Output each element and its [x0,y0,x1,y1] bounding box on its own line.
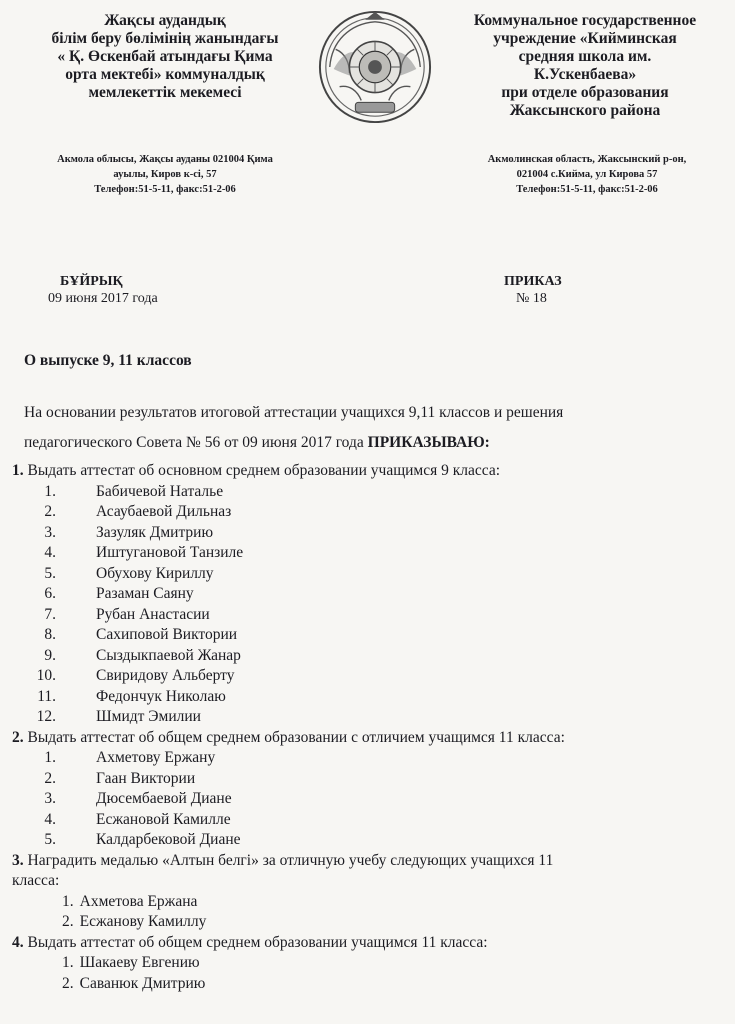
list-item [12,625,727,646]
list-item-name: Сыздыкпаевой Жанар [96,646,241,664]
intro-paragraph [24,398,724,458]
list-item-name: Дюсембаевой Диане [96,790,232,807]
order-russian-block [504,273,562,307]
list-item-number: 2. [62,974,74,992]
list-item-name: Шмидт Эмилии [96,708,201,725]
header-right-line: Жаксынского района [509,102,661,119]
list-item-number: 5. [44,831,56,848]
list-item-number: 5. [44,564,56,582]
address-line: 021004 с.Кийма, ул Кирова 57 [516,169,658,180]
intro-line-1: На основании результатов итоговой аттестации учащихся 9,11 классов и решения [24,404,564,421]
order-keyword: ПРИКАЗЫВАЮ: [367,434,490,451]
list-item-number: 8. [44,626,56,643]
section-3-heading-continuation: класса: [12,872,60,889]
list-item-name: Ахметову Ержану [96,749,216,766]
section-text: Наградить медалью «Алтын белгі» за отличную учебу следующих учащихся 11 [23,851,554,869]
list-item-name: Саванюк Дмитрию [79,974,206,992]
list-item-number: 3. [44,790,56,807]
list-item-number: 1. [44,482,56,500]
section-number: 2. [12,728,24,746]
list-item [12,769,727,790]
list-item-name: Ахметова Ержана [79,892,198,910]
order-date: 09 июня 2017 года [48,291,158,306]
list-item [12,543,727,564]
list-item-number: 9. [44,646,56,664]
header-right-line: при отделе образования [501,84,669,101]
section-text: Выдать аттестат об основном среднем образовании учащимся 9 класса: [23,462,501,479]
list-item [12,974,727,995]
list-item-number: 6. [44,585,56,602]
list-item-number: 7. [44,605,56,623]
list-item [12,912,727,933]
section-text: Выдать аттестат об общем среднем образовании учащимся 11 класса: [23,933,488,951]
section-4-heading [12,933,727,954]
list-item-name: Свиридову Альберту [96,667,235,684]
address-line: ауылы, Киров к-сі, 57 [113,169,217,180]
header-right-russian [440,12,730,120]
order-subject: О выпуске 9, 11 классов [24,352,192,369]
section-1-heading [12,461,727,482]
list-item [12,605,727,626]
list-item-name: Разаман Саяну [96,585,194,602]
section-number: 4. [12,933,24,951]
header-left-line: орта мектебі» коммуналдық [65,66,265,83]
list-item-number: 3. [44,523,56,541]
list-item-name: Обухову Кириллу [96,564,214,582]
list-item-number: 11. [37,687,56,705]
list-item-number: 1. [62,954,74,971]
list-item-name: Асаубаевой Дильназ [96,503,232,520]
list-item [12,810,727,831]
order-kazakh-block [48,273,158,307]
order-title-kazakh: БҰЙРЫҚ [60,274,123,289]
address-right [442,152,732,197]
header-right-line: К.Ускенбаева» [533,66,637,83]
list-item [12,892,727,913]
address-left [20,152,310,197]
list-item [12,789,727,810]
list-item-name: Рубан Анастасии [96,605,210,623]
list-item [12,523,727,544]
list-item-number: 4. [44,810,56,828]
header-left-kazakh [20,12,310,102]
header-left-line: Жақсы аудандық [104,12,226,29]
list-item-number: 12. [36,708,56,725]
list-item-name: Есжанову Камиллу [79,913,207,930]
list-item-name: Сахиповой Виктории [96,626,238,643]
address-line: Акмолинская область, Жаксынский р-он, [487,154,687,165]
header-right-line: средняя школа им. [518,48,652,65]
list-item-name: Федончук Николаю [96,687,226,705]
header-right-line: Коммунальное государственное [473,12,697,29]
section-text: Выдать аттестат об общем среднем образовании с отличием учащимся 11 класса: [23,728,565,746]
list-item [12,502,727,523]
list-item-number: 2. [62,913,74,930]
section-3-heading [12,851,727,872]
list-item-name: Есжановой Камилле [96,810,231,828]
section-number: 3. [12,851,24,869]
list-item [12,953,727,974]
header-left-line: мемлекеттік мекемесі [88,84,242,101]
list-item [12,584,727,605]
address-line: Телефон:51-5-11, факс:51-2-06 [516,184,658,195]
address-line: Телефон:51-5-11, факс:51-2-06 [94,184,236,195]
list-item [12,748,727,769]
list-item-number: 1. [44,749,56,766]
list-item-name: Гаан Виктории [96,769,196,787]
list-item [12,646,727,667]
header-left-line: білім беру бөлімінің жанындағы [51,30,279,47]
order-title-russian: ПРИКАЗ [504,274,562,289]
list-item-number: 2. [44,769,56,787]
order-body [12,461,727,994]
intro-line-2 [24,428,724,458]
list-item-name: Иштугановой Танзиле [96,544,244,561]
order-number: № 18 [516,291,547,306]
list-item-number: 10. [36,667,56,684]
list-item [12,830,727,851]
list-item-name: Калдарбековой Диане [96,831,241,848]
list-item-name: Шакаеву Евгению [79,954,200,971]
section-2-heading [12,728,727,749]
intro-line-2-text: педагогического Совета № 56 от 09 июня 2017 года [24,434,368,451]
section-number: 1. [12,462,24,479]
list-item [12,666,727,687]
list-item [12,564,727,585]
address-line: Акмола облысы, Жақсы ауданы 021004 Қима [57,154,273,165]
state-emblem-icon [316,8,434,126]
header-left-line: « Қ. Өскенбай атындағы Қима [57,48,273,65]
list-item [12,707,727,728]
list-item-name: Зазуляк Дмитрию [96,523,214,541]
header-right-line: учреждение «Кийминская [493,30,677,47]
list-item-number: 1. [62,892,74,910]
list-item-name: Бабичевой Наталье [96,482,224,500]
list-item-number: 2. [44,503,56,520]
list-item-number: 4. [44,544,56,561]
list-item [12,687,727,708]
list-item [12,482,727,503]
